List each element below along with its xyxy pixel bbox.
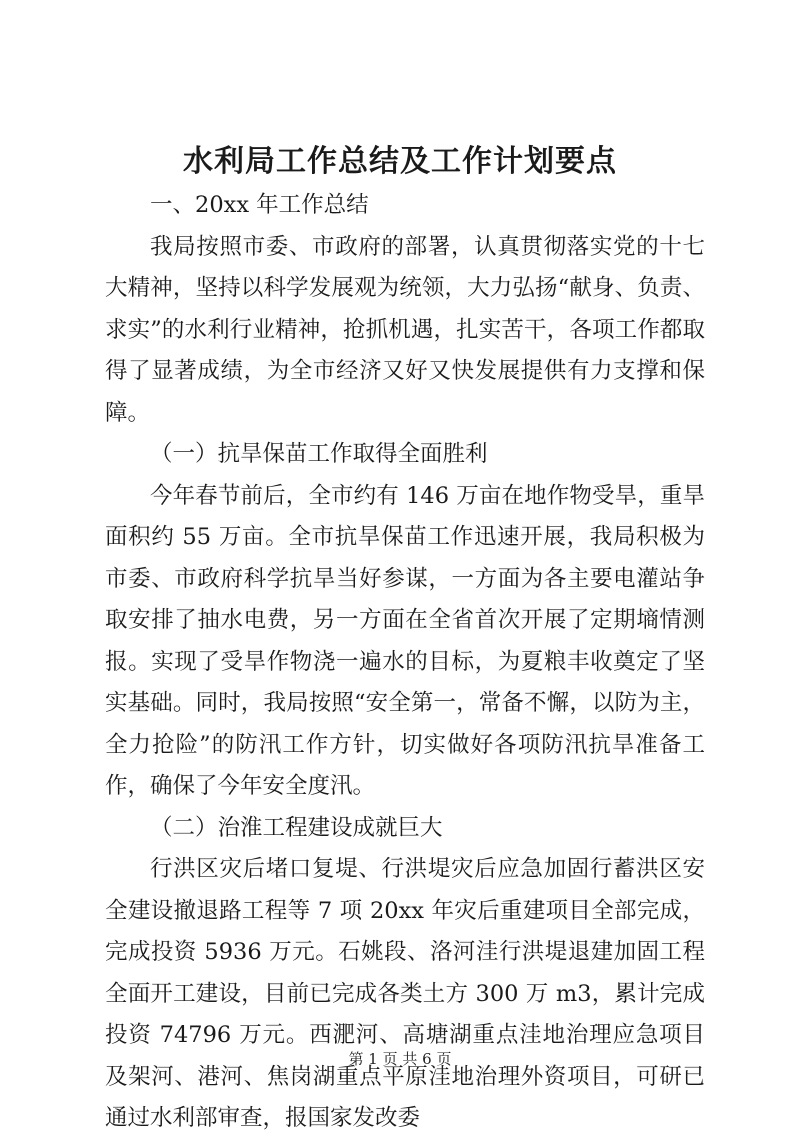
intro-paragraph: 我局按照市委、市政府的部署，认真贯彻落实党的十七大精神，坚持以科学发展观为统领，大力弘扬“献身、负责、求实”的水利行业精神，抢抓机遇，扎实苦干，各项工作都取得了显著成绩，为全市经济又好又快发展提供有力支撑和保障。 — [105, 233, 705, 426]
document-title: 水利局工作总结及工作计划要点 — [183, 144, 617, 179]
subsection-2-paragraph: 行洪区灾后堵口复堤、行洪堤灾后应急加固行蓄洪区安全建设撤退路工程等 7 项 20xx 年灾后重建项目全部完成，完成投资 5936 万元。石姚段、洛河洼行洪堤退建加固工程全面开工建设，目前已完成各类土方 300 万 m3，累计完成投资 74796 万元。西淝河、高塘湖重点洼地治理应急项目及架河、港河、焦岗湖重点平原洼地治理外资项目，可研已通过水利部审查，报国家发改委 — [105, 856, 705, 1131]
subsection-2-heading: （二）治淮工程建设成就巨大 — [150, 814, 443, 841]
document-body — [105, 185, 705, 1140]
subsection-1-heading: （一）抗旱保苗工作取得全面胜利 — [150, 441, 488, 467]
page-number-footer: 第 1 页 共 6 页 — [348, 1050, 452, 1068]
subsection-1-paragraph: 今年春节前后，全市约有 146 万亩在地作物受旱，重旱面积约 55 万亩。全市抗旱保苗工作迅速开展，我局积极为市委、市政府科学抗旱当好参谋，一方面为各主要电灌站争取安排了抽水电费，另一方面在全省首次开展了定期墒情测报。实现了受旱作物浇一遍水的目标，为夏粮丰收奠定了坚实基础。同时，我局按照“安全第一，常备不懈，以防为主，全力抢险”的防汛工作方针，切实做好各项防汛抗旱准备工作，确保了今年安全度汛。 — [105, 482, 705, 799]
section-heading: 一、20xx 年工作总结 — [150, 192, 369, 218]
